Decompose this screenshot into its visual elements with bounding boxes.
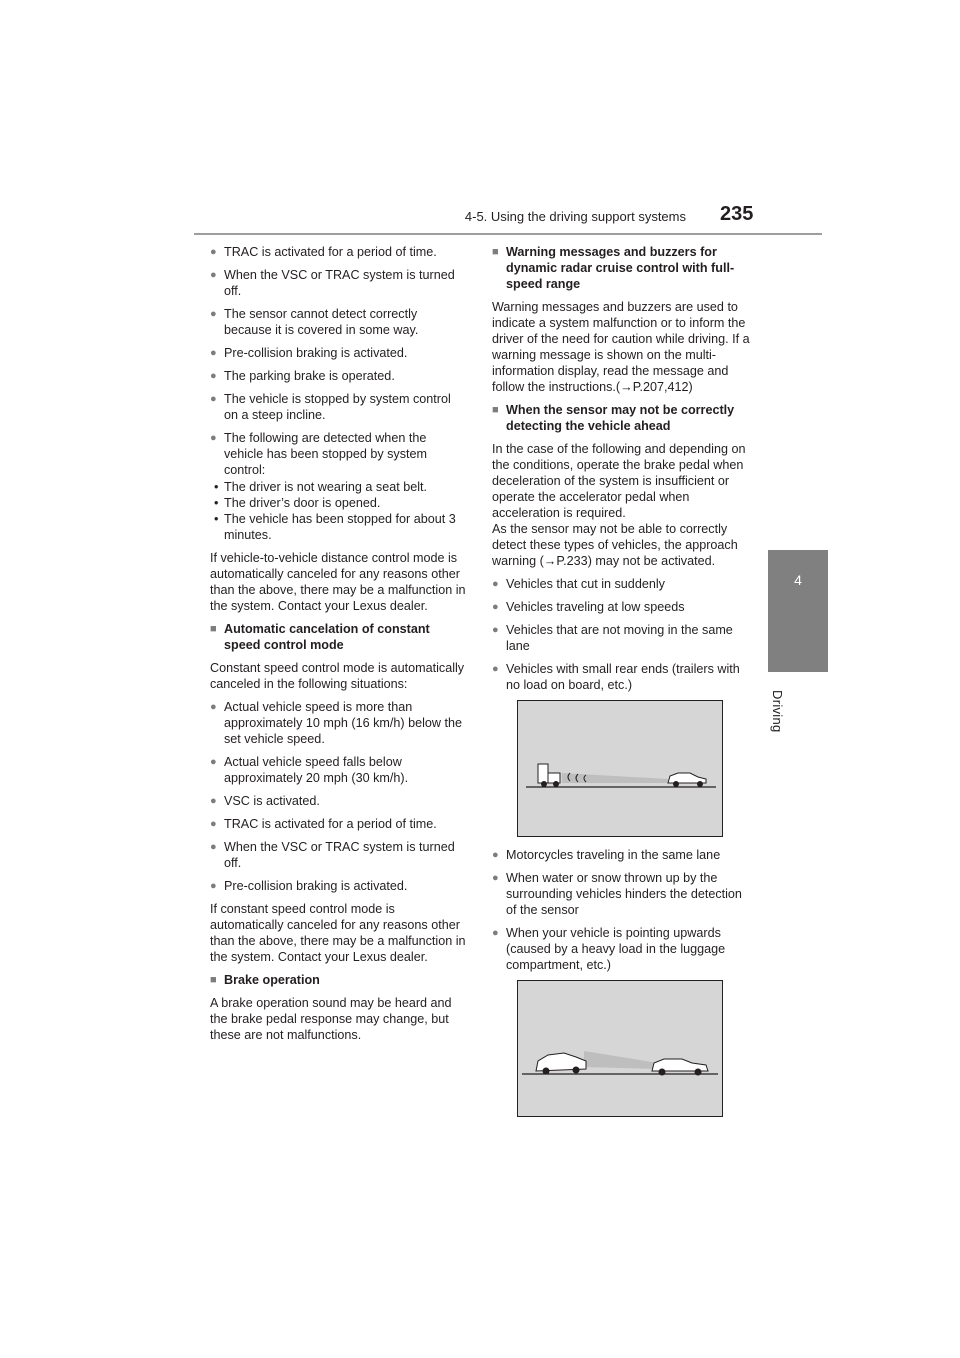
illustration-trailer-detection	[517, 700, 723, 837]
list-item: ● TRAC is activated for a period of time.	[210, 816, 468, 832]
list-item: ● Vehicles that are not moving in the same lane	[492, 622, 750, 654]
paragraph: Warning messages and buzzers are used to indicate a system malfunction or to inform the driver of the need for caution while driving. If a warning message is shown on the multi-information display, read the message and follow the instructions.(→P.207,412)	[492, 300, 750, 394]
sub-list-item: • The driver’s door is opened.	[210, 495, 468, 511]
sub-list-item: • The driver is not wearing a seat belt.	[210, 479, 468, 495]
list-item: ● The sensor cannot detect correctly because it is covered in some way.	[210, 306, 468, 338]
section-heading-sensor: ■ When the sensor may not be correctly detecting the vehicle ahead	[492, 402, 750, 434]
paragraph: If constant speed control mode is automatically canceled for any reasons other than the above, there may be a malfunction in the system. Contact your Lexus dealer.	[210, 902, 466, 964]
list-item-text: ● The following are detected when the vehicle has been stopped by system control:	[224, 431, 428, 477]
paragraph-text: Warning messages and buzzers are used to indicate a system malfunction or to inform the driver of the need for caution while driving. If a warning message is shown on the multi-information display, read the message and follow the instructions.	[492, 300, 750, 394]
paragraph: If vehicle-to-vehicle distance control mode is automatically canceled for any reasons other than the above, there may be a malfunction in the system. Contact your Lexus dealer.	[210, 551, 466, 613]
section-heading-warning: ■ Warning messages and buzzers for dynamic radar cruise control with full-speed range	[492, 244, 750, 292]
paragraph-text: ) may not be activated.	[587, 554, 716, 568]
left-column	[210, 244, 468, 1050]
list-item: ● TRAC is activated for a period of time.	[210, 244, 468, 260]
paragraph-text: As the sensor may not be able to correctly detect these types of vehicles, the approach warning (	[492, 522, 738, 568]
section-heading-brake: ■ Brake operation	[210, 972, 468, 988]
list-item: ● Vehicles traveling at low speeds	[492, 599, 750, 615]
illustration-vehicle-pointing-upwards	[517, 980, 723, 1117]
page-reference-text: P.233	[556, 554, 588, 568]
list-item: ● When water or snow thrown up by the surrounding vehicles hinders the detection of the sensor	[492, 870, 750, 918]
list-item: ● Actual vehicle speed is more than approximately 10 mph (16 km/h) below the set vehicle speed.	[210, 699, 468, 747]
sub-list-item: • The vehicle has been stopped for about 3 minutes.	[210, 511, 468, 543]
list-item: ● VSC is activated.	[210, 793, 468, 809]
incline-illustration	[518, 981, 723, 1117]
paragraph	[492, 441, 750, 569]
section-heading-auto-cancel: ■ Automatic cancelation of constant speed control mode	[210, 621, 468, 653]
list-item: ● Vehicles that cut in suddenly	[492, 576, 750, 592]
car-wheel	[659, 1069, 666, 1076]
list-item-with-sublist	[210, 430, 468, 543]
paragraph-text: In the case of the following and depending on the conditions, operate the brake pedal when deceleration of the system is insufficient or operate the accelerator pedal when acceleration is required.	[492, 442, 746, 520]
chapter-tab	[768, 550, 828, 672]
page-number: 235	[720, 203, 754, 225]
car-wheel	[543, 1068, 550, 1075]
truck-wheel	[553, 781, 559, 787]
list-item: ● The parking brake is operated.	[210, 368, 468, 384]
chapter-number: 4	[794, 572, 802, 588]
page-reference-text: P.207,412	[632, 380, 689, 394]
page-reference-link[interactable]: →P.233	[543, 554, 588, 568]
right-column	[492, 244, 750, 1127]
car-wheel	[673, 781, 679, 787]
car-wheel	[573, 1067, 580, 1074]
sub-list	[210, 479, 468, 543]
truck-cab	[538, 764, 548, 783]
list-item: ● When your vehicle is pointing upwards (caused by a heavy load in the luggage compartment, etc.)	[492, 925, 750, 973]
paragraph: Constant speed control mode is automatically canceled in the following situations:	[210, 661, 465, 691]
car-wheel	[695, 1069, 702, 1076]
page-reference-link[interactable]: →P.207,412	[620, 380, 689, 394]
trailer-bed	[548, 773, 560, 783]
section-title: 4-5. Using the driving support systems	[464, 209, 686, 224]
chapter-label: Driving	[770, 690, 785, 733]
paragraph: A brake operation sound may be heard and the brake pedal response may change, but these are not malfunctions.	[210, 996, 452, 1042]
list-item: ● Actual vehicle speed falls below approximately 20 mph (30 km/h).	[210, 754, 468, 786]
car-wheel	[697, 781, 703, 787]
list-item: ● Vehicles with small rear ends (trailers with no load on board, etc.)	[492, 661, 750, 693]
list-item: ● Pre-collision braking is activated.	[210, 878, 468, 894]
list-item: ● The vehicle is stopped by system control on a steep incline.	[210, 391, 468, 423]
list-item: ● When the VSC or TRAC system is turned off.	[210, 267, 468, 299]
list-item: ● Pre-collision braking is activated.	[210, 345, 468, 361]
list-item: ● When the VSC or TRAC system is turned off.	[210, 839, 468, 871]
radar-beam	[584, 1051, 658, 1069]
header-divider	[194, 233, 822, 235]
trailer-illustration	[518, 701, 723, 837]
list-item: ● Motorcycles traveling in the same lane	[492, 847, 750, 863]
truck-wheel	[541, 781, 547, 787]
